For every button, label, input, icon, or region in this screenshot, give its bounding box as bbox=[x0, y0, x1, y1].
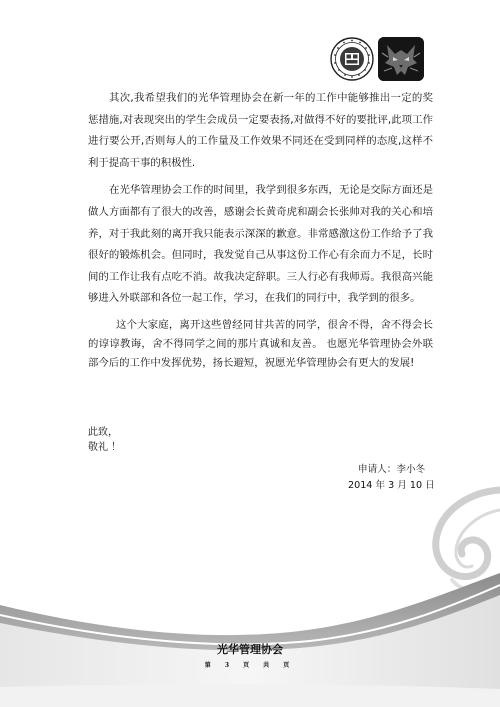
paragraph-farewell: 这个大家庭，离开这些曾经同甘共苦的同学，很舍不得，舍不得会长的谆谆教诲，舍不得同学之间的那片真诚和友善。 也愿光华管理协会外联部今后的工作中发挥优势，扬长避短，祝愿光华管理协会有更大的发展! bbox=[88, 318, 433, 370]
paragraph-rewards: 其次,我希望我们的光华管理协会在新一年的工作中能够推出一定的奖惩措施,对表现突出的学生会成员一定要表扬,对做得不好的要批评,此项工作进行要公开,否则每人的工作量及工作效果不同还在受到同样的态度,这样不利于提高干事的积极性. bbox=[88, 92, 433, 169]
applicant-name: 申请人：李小冬 bbox=[358, 464, 426, 475]
closing-line-1: 此致， bbox=[88, 427, 118, 438]
letter-date: 2014 年 3 月 10 日 bbox=[348, 480, 435, 491]
header-emblems bbox=[330, 37, 426, 81]
footer-org-name: 光华管理协会 bbox=[217, 643, 283, 656]
letter-body bbox=[88, 88, 433, 374]
wolf-emblem-icon bbox=[378, 37, 424, 81]
closing-salutation bbox=[88, 425, 121, 455]
paragraph-resignation: 在光华管理协会工作的时间里，我学到很多东西，无论是交际方面还是做人方面都有了很大的改善，感谢会长黄奇虎和副会长张帅对我的关心和培养，对于我此刻的离开我只能表示深深的歉意。非常感激这份工作给予了我很好的锻炼机会。但同时，我发觉自己从事这份工作心有余而力不足，长时间的工作让我有点吃不消。故我决定辞职。三人行必有我师焉。我很高兴能够进入外联部和各位一起工作，学习，在我们的同行中，我学到的很多。 bbox=[88, 184, 433, 305]
closing-line-2: 敬礼 ！ bbox=[88, 442, 122, 453]
footer-page-number: 第 3 页 共 页 bbox=[204, 662, 296, 669]
school-seal-icon bbox=[330, 37, 374, 81]
footer-wave-decoration bbox=[0, 565, 500, 707]
